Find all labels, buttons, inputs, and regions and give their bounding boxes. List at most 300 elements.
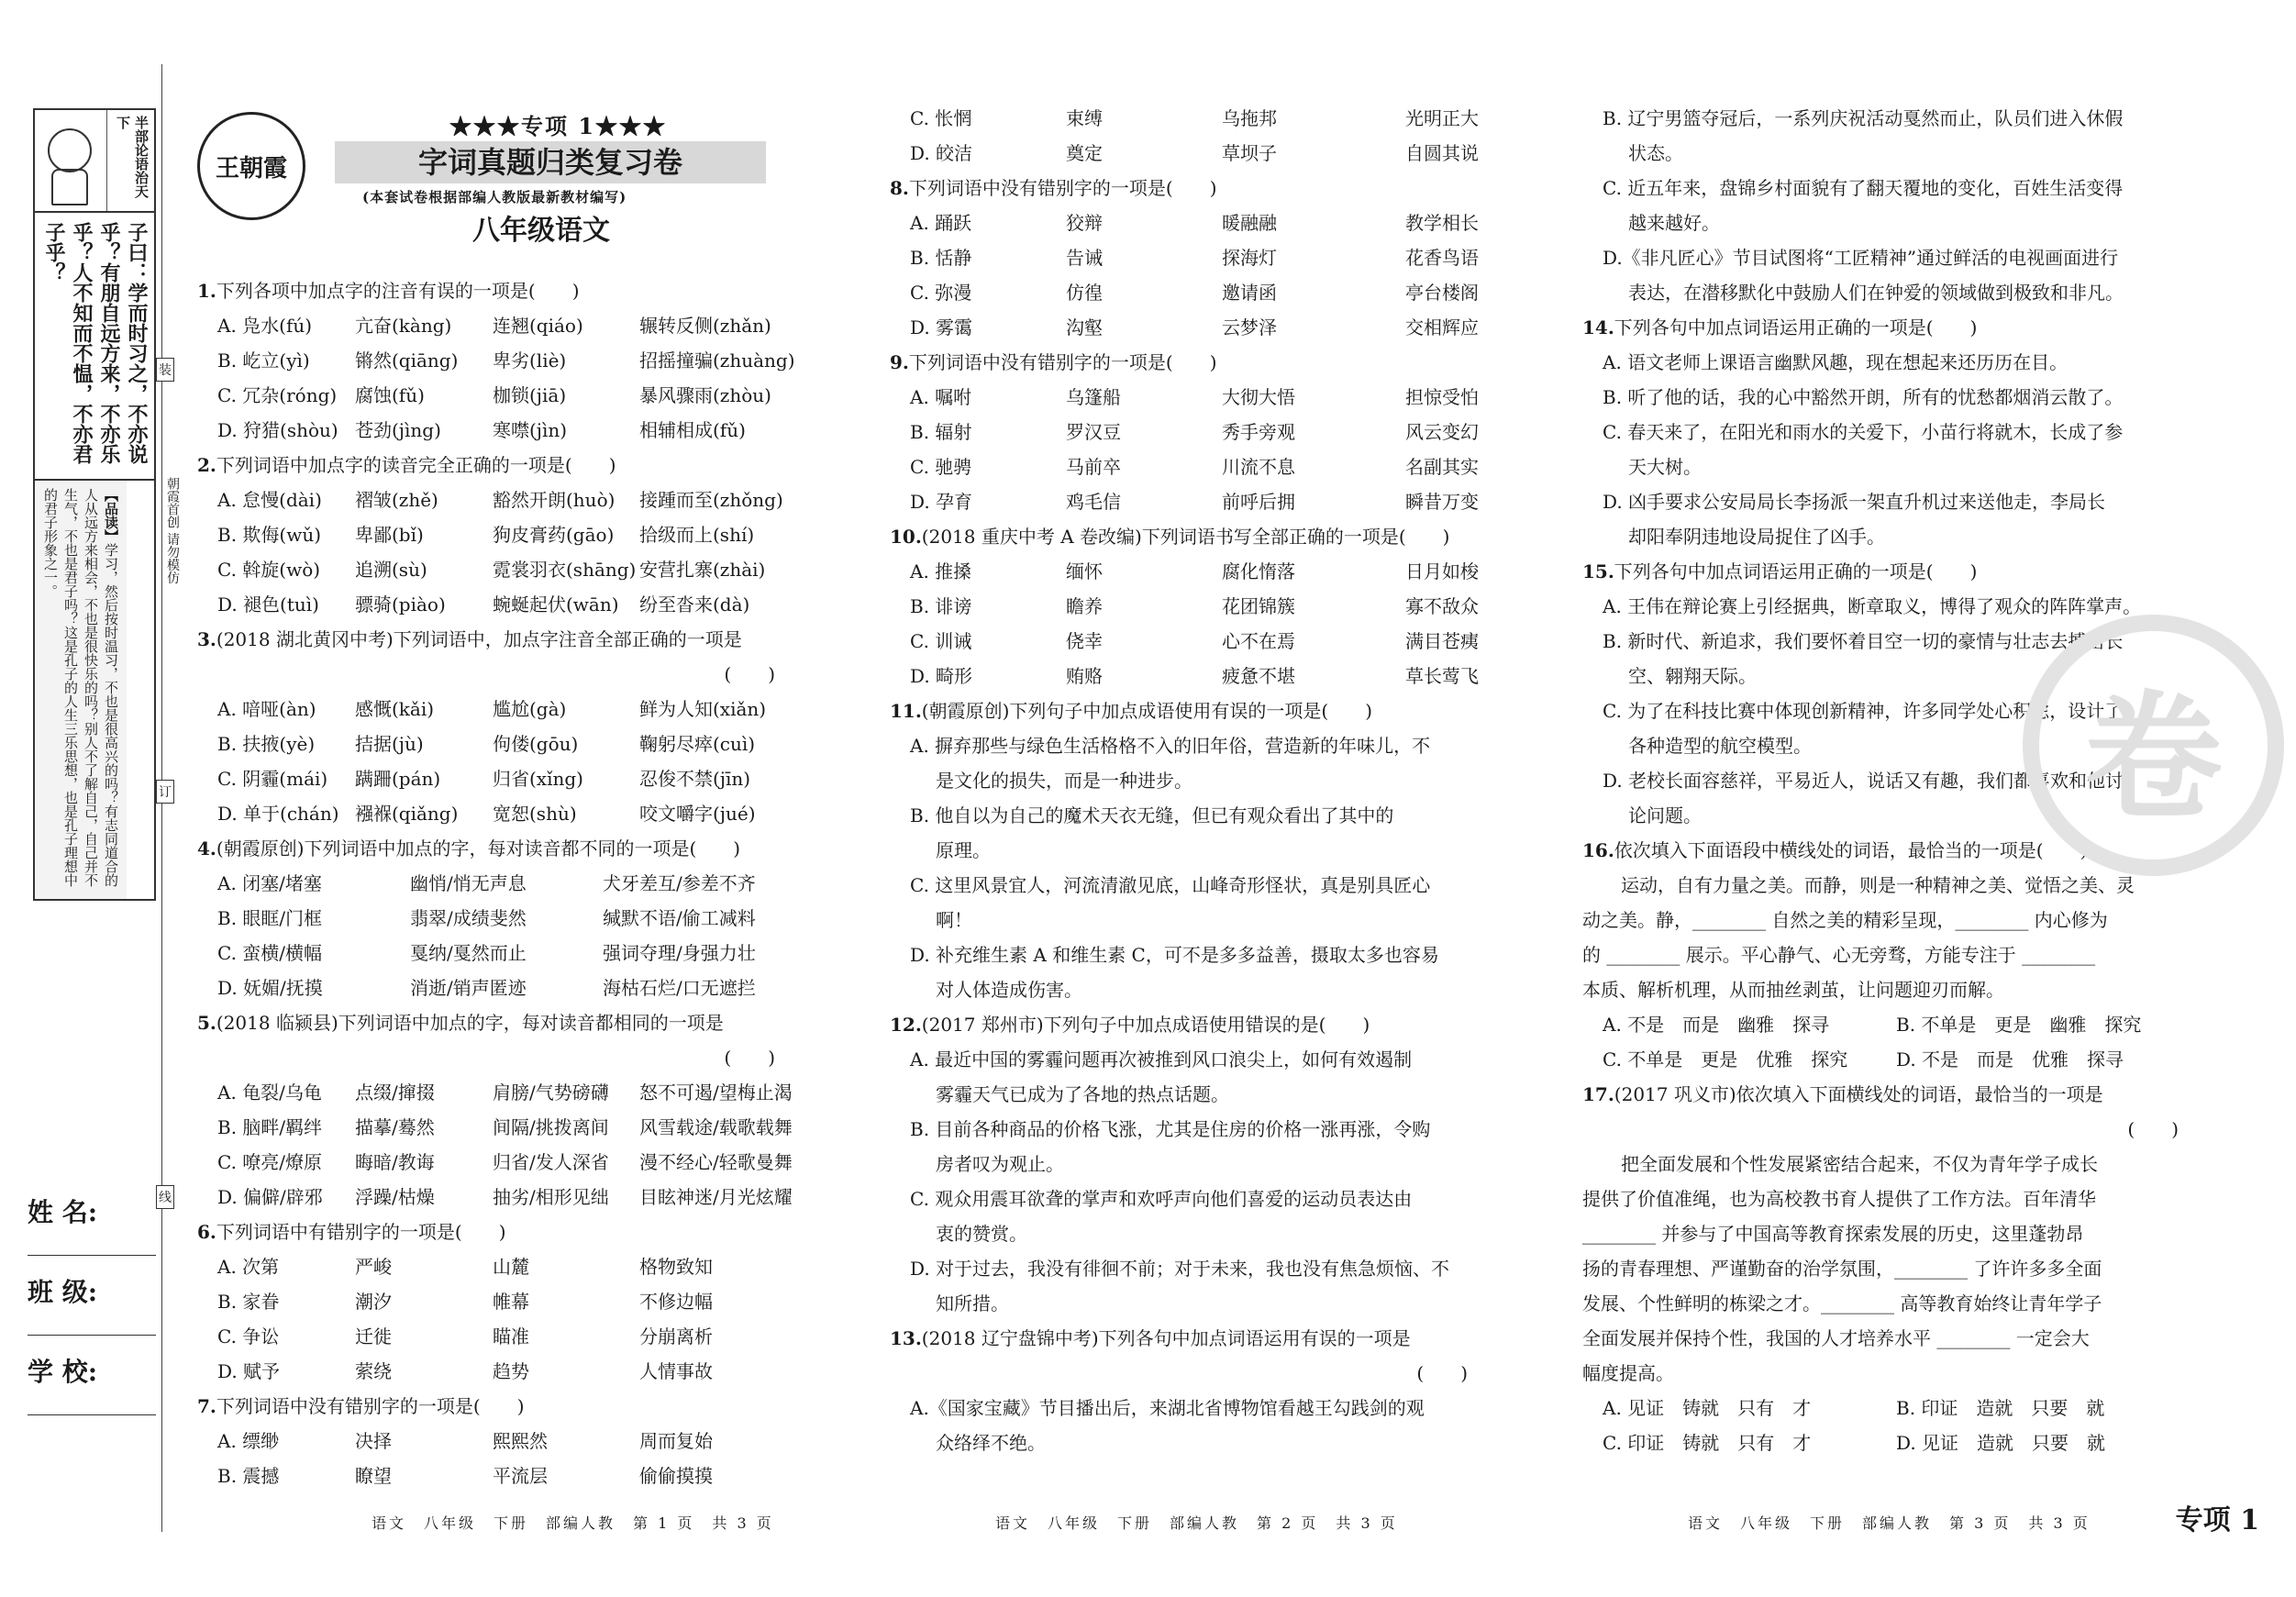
option-continuation: 表达，在潜移默化中鼓励人们在钟爱的领域做到极致和非凡。 [1628,282,2124,304]
side-motto: 半部论语治天下 [115,116,150,198]
option-row [1582,1391,2206,1425]
paper-title: 字词真题归类复习卷 [335,141,766,183]
question-stem [890,1007,1495,1042]
option-item[interactable]: 描摹/蓦然 [355,1116,435,1138]
option-sentence[interactable]: D. 补充维生素 A 和维生素 C，可不是多多益善，摄取太多也容易 [910,944,1439,966]
passage-line: 动之美。静，________ 自然之美的精彩呈现，________ 内心修为 [1582,909,2108,931]
option-item[interactable]: 追溯(sù) [355,559,427,581]
paper-subtitle: (本套试卷根据部编人教版最新教材编写) [362,189,627,205]
option-continuation: 越来越好。 [1628,212,1720,234]
option-continuation: 衷的赞赏。 [936,1223,1027,1245]
option-item[interactable]: D. 单于(chán) [217,803,339,825]
option-row [890,484,1495,519]
option-item[interactable]: 担惊受怕 [1405,386,1479,408]
question-text: 依次填入下面语段中横线处的词语，最恰当的一项是( ) [1614,839,2088,861]
option-row [890,275,1495,310]
option-row [890,415,1495,449]
option-item[interactable]: 幽悄/悄无声息 [410,872,527,894]
option-item[interactable]: 名副其实 [1405,456,1479,478]
option-item[interactable]: B. 眼眶/门框 [217,907,323,929]
option-item[interactable]: C. 争讼 [217,1325,280,1347]
option-item[interactable]: A. 缥缈 [217,1430,280,1452]
column-2 [890,0,1509,1597]
option-row [197,1249,803,1284]
option-item[interactable]: 瞻养 [1066,595,1103,617]
side-quote: 子曰：学而时习之，不亦说乎？有朋自远方来，不亦乐乎？人不知而不愠，不亦君子乎？ [35,213,156,481]
option-item[interactable]: 马前卒 [1066,456,1121,478]
option-item[interactable]: 招摇撞骗(zhuàng) [639,349,795,372]
name-field[interactable] [28,1233,156,1256]
question-text: (朝霞原创)下列句子中加点成语使用有误的一项是( ) [921,700,1373,722]
option-item[interactable]: 忍俊不禁(jīn) [639,768,751,790]
passage-line: ________ 并参与了中国高等教育探索发展的历史，这里蓬勃昂 [1582,1223,2084,1245]
option-item[interactable]: 寡不敌众 [1405,595,1479,617]
question-stem [890,171,1495,205]
question-stem [1582,554,2206,589]
option-item[interactable]: 鞠躬尽瘁(cuì) [639,733,756,755]
option-item[interactable]: 风雪载途/载歌载舞 [639,1116,793,1138]
option-item[interactable]: C. 冗杂(róng) [217,384,338,406]
question-number: 1. [197,280,216,302]
option-sentence[interactable]: D. 对于过去，我没有徘徊不前；对于未来，我也没有焦急烦恼、不 [910,1258,1450,1280]
option-item[interactable]: C. 嘹亮/燎原 [217,1151,323,1173]
question-number: 15. [1582,560,1614,582]
option-item[interactable]: 罗汉豆 [1066,421,1121,443]
option-continuation: 雾霾天气已成为了各地的热点话题。 [936,1083,1229,1105]
footer-page-3: 语文 八年级 下册 部编人教 第 3 页 共 3 页 [1688,1514,2091,1532]
option-item[interactable]: 蹒跚(pán) [355,768,441,790]
option-sentence[interactable]: D.《非凡匠心》节目试图将“工匠精神”通过鲜活的电视画面进行 [1603,247,2119,269]
option-item[interactable]: 卑劣(liè) [493,349,567,372]
option-item[interactable]: 前呼后拥 [1222,491,1295,513]
option-item[interactable]: 秀手旁观 [1222,421,1295,443]
pindu-text: 学习，然后按时温习，不也是很高兴的吗？有志同道合的人从远方来相会，不也是很快乐的吗？别人不了解自己，自己并不生气，不也是君子吗？这是孔子的人生三乐思想，也是孔子理想中的君子形象之一。 [42,488,119,887]
option-item[interactable]: 乌篷船 [1066,386,1121,408]
passage-line: 本质、解析机理，从而抽丝剥茧，让问题迎刃而解。 [1582,979,2004,1001]
option-item[interactable]: C. 训诫 [910,630,972,652]
option-item[interactable]: A. 闭塞/堵塞 [217,872,322,894]
option-continuation: 是文化的损失，而是一种进步。 [936,770,1192,792]
option-item[interactable]: 亭台楼阁 [1405,282,1479,304]
option-item[interactable]: 拮据(jù) [355,733,424,755]
option-sentence[interactable]: C. 近五年来，盘锦乡村面貌有了翻天覆地的变化，百姓生活变得 [1603,177,2124,199]
option-row [890,624,1495,659]
question-list-2 [890,101,1495,1460]
option-item[interactable]: D. 赋予 [217,1360,281,1382]
option-item[interactable]: D. 妩媚/抚摸 [217,977,323,999]
option-item[interactable]: 偷偷摸摸 [639,1465,713,1487]
option-row [197,378,803,413]
option-item[interactable]: 自圆其说 [1405,142,1479,164]
passage-line: 运动，自有力量之美。而静，则是一种精神之美、觉悟之美、灵 [1621,874,2135,896]
option-item[interactable]: 点缀/撺掇 [355,1081,435,1103]
option-item[interactable]: 狡辩 [1066,212,1103,234]
option-row [890,589,1495,624]
option-row [1582,1007,2206,1042]
option-item[interactable]: 人情事故 [639,1360,713,1382]
option-item[interactable]: 拾级而上(shí) [639,524,755,546]
option-item[interactable]: 草长莺飞 [1405,665,1479,687]
option-item[interactable]: 海枯石烂/口无遮拦 [603,977,756,999]
option-row [197,413,803,448]
option-sentence[interactable]: B. 听了他的话，我的心中豁然开朗，所有的忧愁都烟消云散了。 [1603,386,2124,408]
option-item[interactable]: 沟壑 [1066,316,1103,338]
option-sentence[interactable]: D. 老校长面容慈祥，平易近人，说话又有趣，我们都喜欢和他讨 [1603,770,2124,792]
passage-line: 发展、个性鲜明的栋梁之才。________ 高等教育始终让青年学子 [1582,1292,2102,1314]
option-item[interactable]: A. 喑哑(àn) [217,698,316,720]
option-item[interactable]: 骠骑(piào) [355,593,446,616]
option-item[interactable]: 辗转反侧(zhǎn) [639,315,771,337]
option-row [197,1319,803,1354]
question-text: 下列词语中没有错别字的一项是( ) [908,351,1217,373]
question-number: 3. [197,628,216,650]
option-item[interactable]: 缅怀 [1066,560,1103,582]
question-number: 8. [890,177,909,199]
option-item[interactable]: 暖融融 [1222,212,1277,234]
answer-bracket[interactable]: ( ) [724,663,775,685]
option-item[interactable]: 日月如梭 [1405,560,1479,582]
question-stem [1582,1077,2206,1112]
option-item[interactable]: A. 不是 而是 幽雅 探寻 [1603,1014,1830,1036]
option-item[interactable]: 咬文嚼字(jué) [639,803,756,825]
option-item[interactable]: B. 扶掖(yè) [217,733,316,755]
option-row [197,936,803,970]
option-item[interactable]: D. 偏僻/辟邪 [217,1186,323,1208]
option-continuation: 天大树。 [1628,456,1702,478]
option-item[interactable]: 翡翠/成绩斐然 [410,907,527,929]
zhuanxiang-label: ★★★专项 1★★★ [449,113,668,139]
question-number: 6. [197,1221,216,1243]
option-item[interactable]: 肩膀/气势磅礴 [493,1081,609,1103]
option-item[interactable]: 蜿蜒起伏(wān) [493,593,619,616]
option-item[interactable]: 平流层 [493,1465,548,1487]
grade-title: 八年级语文 [472,215,610,247]
option-item[interactable]: 光明正大 [1405,107,1479,129]
option-item[interactable]: B. 诽谤 [910,595,972,617]
option-item[interactable]: 瞭望 [355,1465,392,1487]
option-item[interactable]: 满目苍痍 [1405,630,1479,652]
option-sentence[interactable]: A.《国家宝藏》节目播出后，来湖北省博物馆看越王勾践剑的观 [910,1397,1425,1419]
option-item[interactable]: 束缚 [1066,107,1103,129]
option-sentence[interactable]: A. 最近中国的雾霾问题再次被推到风口浪尖上，如何有效遏制 [910,1048,1413,1070]
option-continuation: 房者叹为观止。 [936,1153,1064,1175]
question-stem [890,693,1495,728]
option-continuation: 原理。 [936,839,991,861]
option-item[interactable]: 山麓 [493,1256,529,1278]
option-item[interactable]: D. 褪色(tuì) [217,593,319,616]
option-continuation: 却阳奉阴违地设局捉住了凶手。 [1628,526,1885,548]
option-item[interactable]: D. 狩猎(shòu) [217,419,338,441]
option-row [890,554,1495,589]
option-item[interactable]: 教学相长 [1405,212,1479,234]
option-item[interactable]: 腐化惰落 [1222,560,1295,582]
option-item[interactable]: 暴风骤雨(zhòu) [639,384,771,406]
option-item[interactable]: 感慨(kǎi) [355,698,435,720]
option-item[interactable]: 目眩神迷/月光炫耀 [639,1186,793,1208]
option-sentence[interactable]: B. 新时代、新追求，我们要怀着目空一切的豪情与壮志去搏击长 [1603,630,2124,652]
option-item[interactable]: 安营扎寨(zhài) [639,559,766,581]
option-item[interactable]: 告诫 [1066,247,1103,269]
question-text: 下列词语中没有错别字的一项是( ) [908,177,1217,199]
option-row [197,726,803,761]
option-item[interactable]: 褶皱(zhě) [355,489,438,511]
option-item[interactable]: 疲惫不堪 [1222,665,1295,687]
option-item[interactable]: 乌拖邦 [1222,107,1277,129]
option-item[interactable]: 花香鸟语 [1405,247,1479,269]
option-sentence[interactable]: B. 他自以为自己的魔术天衣无缝，但已有观众看出了其中的 [910,804,1394,826]
option-item[interactable]: 心不在焉 [1222,630,1295,652]
option-row [197,1110,803,1145]
option-item[interactable]: 交相辉应 [1405,316,1479,338]
option-item[interactable]: B. 震撼 [217,1465,280,1487]
option-item[interactable]: 宽恕(shù) [493,803,577,825]
option-item[interactable]: 强词夺理/身强力壮 [603,942,756,964]
option-row [197,1180,803,1214]
option-sentence[interactable]: B. 辽宁男篮夺冠后，一系列庆祝活动戛然而止，队员们进入休假 [1603,107,2124,129]
side-top [35,110,154,213]
option-item[interactable]: D. 见证 造就 只要 就 [1896,1432,2106,1454]
option-item[interactable]: D. 畸形 [910,665,973,687]
option-continuation: 论问题。 [1628,804,1702,826]
class-field[interactable] [28,1313,156,1336]
question-stem [197,448,803,482]
option-row [890,449,1495,484]
option-continuation: 空、翱翔天际。 [1628,665,1757,687]
option-item[interactable]: 周而复始 [639,1430,713,1452]
option-item[interactable]: 卑鄙(bǐ) [355,524,424,546]
option-item[interactable]: B. 欺侮(wǔ) [217,524,322,546]
question-number: 14. [1582,316,1614,338]
option-item[interactable]: 不修边幅 [639,1291,713,1313]
question-text: (2017 郑州市)下列句子中加点成语使用错误的是( ) [921,1014,1370,1036]
option-sentence[interactable]: A. 王伟在辩论赛上引经据典，断章取义，博得了观众的阵阵掌声。 [1603,595,2142,617]
side-pindu [35,481,127,899]
option-row [197,1354,803,1389]
side-quote-box [33,108,156,901]
brand-logo-icon: 王朝霞 [197,112,305,220]
question-text: (2018 湖北黄冈中考)下列词语中，加点字注音全部正确的一项是 [216,628,742,650]
option-item[interactable]: D. 皎洁 [910,142,973,164]
option-item[interactable]: B. 印证 造就 只要 就 [1896,1397,2105,1419]
question-number: 5. [197,1012,216,1034]
option-sentence[interactable]: A. 摒弃那些与绿色生活格格不入的旧年俗，营造新的年味儿，不 [910,735,1431,757]
option-item[interactable]: A. 次第 [217,1256,280,1278]
option-item[interactable]: A. 踊跃 [910,212,972,234]
question-stem [197,831,803,866]
option-item[interactable]: 接踵而至(zhǒng) [639,489,783,511]
option-item[interactable]: C. 怅惘 [910,107,972,129]
option-item[interactable]: 瞬昔万变 [1405,491,1479,513]
option-item[interactable]: 潮汐 [355,1291,392,1313]
name-label: 姓 名: [28,1197,98,1227]
passage-line: 把全面发展和个性发展紧密结合起来，不仅为青年学子成长 [1621,1153,2098,1175]
option-item[interactable]: 贿赂 [1066,665,1103,687]
option-item[interactable]: 严峻 [355,1256,392,1278]
question-number: 12. [890,1014,922,1036]
paper-header [197,101,803,247]
option-item[interactable]: 戛纳/戛然而止 [410,942,527,964]
option-sentence[interactable]: C. 观众用震耳欲聋的掌声和欢呼声向他们喜爱的运动员表达由 [910,1188,1413,1210]
option-item[interactable]: 探海灯 [1222,247,1277,269]
option-item[interactable]: 瞄准 [493,1325,529,1347]
option-item[interactable]: C. 印证 铸就 只有 才 [1603,1432,1812,1454]
option-row [197,482,803,517]
option-item[interactable]: D. 孕育 [910,491,973,513]
option-row [197,692,803,726]
option-row [197,1075,803,1110]
option-item[interactable]: 归省/发人深省 [493,1151,609,1173]
option-sentence[interactable]: B. 目前各种商品的价格飞涨，尤其是住房的价格一涨再涨，令购 [910,1118,1431,1140]
option-item[interactable]: 连翘(qiáo) [493,315,583,337]
option-item[interactable]: D. 不是 而是 优雅 探寻 [1896,1048,2124,1070]
option-item[interactable]: 相辅相成(fǔ) [639,419,746,441]
option-item[interactable]: 间隔/挑拨离间 [493,1116,609,1138]
option-continuation: 状态。 [1628,142,1683,164]
option-item[interactable]: 鸡毛信 [1066,491,1121,513]
option-item[interactable]: 决择 [355,1430,392,1452]
answer-bracket[interactable]: ( ) [1416,1362,1468,1384]
passage-line: 全面发展并保持个性，我国的人才培养水平 ________ 一定会大 [1582,1327,2090,1349]
question-number: 13. [890,1327,922,1349]
option-item[interactable]: 邀请函 [1222,282,1277,304]
passage-line: 提供了价值准绳，也为高校教书育人提供了工作方法。百年清华 [1582,1188,2096,1210]
question-text: (2018 临颍县)下列词语中加点的字，每对读音都相同的一项是 [216,1012,724,1034]
option-item[interactable]: 豁然开朗(huò) [493,489,616,511]
question-stem [197,1214,803,1249]
option-item[interactable]: 霓裳羽衣(shāng) [493,559,637,581]
option-item[interactable]: 分崩离析 [639,1325,713,1347]
option-item[interactable]: 归省(xǐng) [493,768,583,790]
option-item[interactable]: A. 凫水(fú) [217,315,313,337]
option-item[interactable]: A. 推搡 [910,560,972,582]
school-field[interactable] [28,1392,156,1415]
option-item[interactable]: 侥幸 [1066,630,1103,652]
option-item[interactable]: 迁徙 [355,1325,392,1347]
option-row [197,308,803,343]
option-item[interactable]: 亢奋(kàng) [355,315,452,337]
option-item[interactable]: 奠定 [1066,142,1103,164]
option-row [197,1424,803,1458]
question-text: 下列词语中有错别字的一项是( ) [216,1221,506,1243]
option-item[interactable]: 锵然(qiāng) [355,349,459,372]
question-stem [890,519,1495,554]
option-item[interactable]: 帷幕 [493,1291,529,1313]
option-row [197,1284,803,1319]
option-item[interactable]: 枷锁(jiā) [493,384,567,406]
option-item[interactable]: D. 雾霭 [910,316,973,338]
option-item[interactable]: 寒噤(jìn) [493,419,568,441]
option-continuation: 啊！ [936,909,972,931]
answer-bracket[interactable]: ( ) [724,1047,775,1069]
option-item[interactable]: C. 不单是 更是 优雅 探究 [1603,1048,1848,1070]
option-item[interactable]: B. 恬静 [910,247,972,269]
question-number: 11. [890,700,922,722]
option-item[interactable]: 晦暗/教诲 [355,1151,435,1173]
option-sentence[interactable]: C. 春天来了，在阳光和雨水的关爱下，小苗行将就木，长成了参 [1603,421,2124,443]
option-row [197,517,803,552]
option-item[interactable]: C. 驰骋 [910,456,972,478]
option-item[interactable]: 漫不经心/轻歌曼舞 [639,1151,793,1173]
option-row [890,380,1495,415]
option-item[interactable]: 大彻大悟 [1222,386,1295,408]
option-item[interactable]: C. 蛮横/横幅 [217,942,323,964]
option-item[interactable]: B. 家眷 [217,1291,280,1313]
option-item[interactable]: 萦绕 [355,1360,392,1382]
student-info-form [28,1192,156,1432]
option-item[interactable]: 格物致知 [639,1256,713,1278]
option-item[interactable]: 抽劣/相形见绌 [493,1186,609,1208]
option-sentence[interactable]: A. 语文老师上课语言幽默风趣，现在想起来还历历在目。 [1603,351,2069,373]
option-item[interactable]: B. 屹立(yì) [217,349,310,372]
option-item[interactable]: C. 斡旋(wò) [217,559,321,581]
option-continuation: 知所措。 [936,1292,1009,1314]
option-item[interactable]: 花团锦簇 [1222,595,1295,617]
option-sentence[interactable]: C. 这里风景宜人，河流清澈见底，山峰奇形怪状，真是别具匠心 [910,874,1431,896]
option-sentence[interactable]: C. 为了在科技比赛中体现创新精神，许多同学处心积虑，设计了 [1603,700,2124,722]
option-item[interactable]: 消逝/销声匿迹 [410,977,527,999]
option-item[interactable]: B. 不单是 更是 幽雅 探究 [1896,1014,2142,1036]
question-text: 下列各项中加点字的注音有误的一项是( ) [216,280,580,302]
side-vertical-note: 朝霞首创 请勿模仿 [165,477,180,584]
option-item[interactable]: 佝偻(gōu) [493,733,579,755]
option-item[interactable]: 草坝子 [1222,142,1277,164]
option-item[interactable]: 尴尬(gà) [493,698,567,720]
option-continuation: 对人体造成伤害。 [936,979,1082,1001]
option-item[interactable]: A. 见证 铸就 只有 才 [1603,1397,1812,1419]
option-item[interactable]: 襁褓(qiǎng) [355,803,459,825]
option-item[interactable]: 风云变幻 [1405,421,1479,443]
option-item[interactable]: 狗皮膏药(gāo) [493,524,615,546]
question-stem [890,1321,1495,1356]
question-stem [890,345,1495,380]
option-item[interactable]: 腐蚀(fǔ) [355,384,425,406]
option-item[interactable]: 云梦泽 [1222,316,1277,338]
option-row [197,587,803,622]
passage-line: 扬的青春理想、严谨勤奋的治学氛围，________ 了许许多多全面 [1582,1258,2102,1280]
option-item[interactable]: 缄默不语/偷工减料 [603,907,756,929]
option-row [197,901,803,936]
question-stem [197,1005,803,1040]
question-stem [197,273,803,308]
option-item[interactable]: A. 怠慢(dài) [217,489,322,511]
option-item[interactable]: 犬牙差互/参差不齐 [603,872,756,894]
option-item[interactable]: B. 脑畔/羁绊 [217,1116,323,1138]
option-item[interactable]: C. 阴霾(mái) [217,768,328,790]
option-item[interactable]: 趋势 [493,1360,529,1382]
option-item[interactable]: 怒不可遏/望梅止渴 [639,1081,793,1103]
confucius-cartoon-icon [35,110,107,211]
option-item[interactable]: A. 嘱咐 [910,386,972,408]
option-item[interactable]: C. 弥漫 [910,282,972,304]
answer-bracket[interactable]: ( ) [2127,1118,2179,1140]
option-item[interactable]: B. 辐射 [910,421,972,443]
option-item[interactable]: 鲜为人知(xiǎn) [639,698,767,720]
option-item[interactable]: A. 龟裂/乌龟 [217,1081,322,1103]
option-sentence[interactable]: D. 凶手要求公安局局长李扬派一架直升机过来送他走，李局长 [1603,491,2106,513]
option-item[interactable]: 仿徨 [1066,282,1103,304]
question-number: 7. [197,1395,216,1417]
option-row [890,205,1495,240]
option-item[interactable]: 川流不息 [1222,456,1295,478]
option-row [197,761,803,796]
option-item[interactable]: 熙熙然 [493,1430,548,1452]
option-item[interactable]: 苍劲(jìng) [355,419,441,441]
option-item[interactable]: 纷至沓来(dà) [639,593,750,616]
option-item[interactable]: 浮躁/枯燥 [355,1186,435,1208]
question-list-1 [197,273,803,1493]
option-row [197,1145,803,1180]
question-text: 下列词语中没有错别字的一项是( ) [216,1395,525,1417]
